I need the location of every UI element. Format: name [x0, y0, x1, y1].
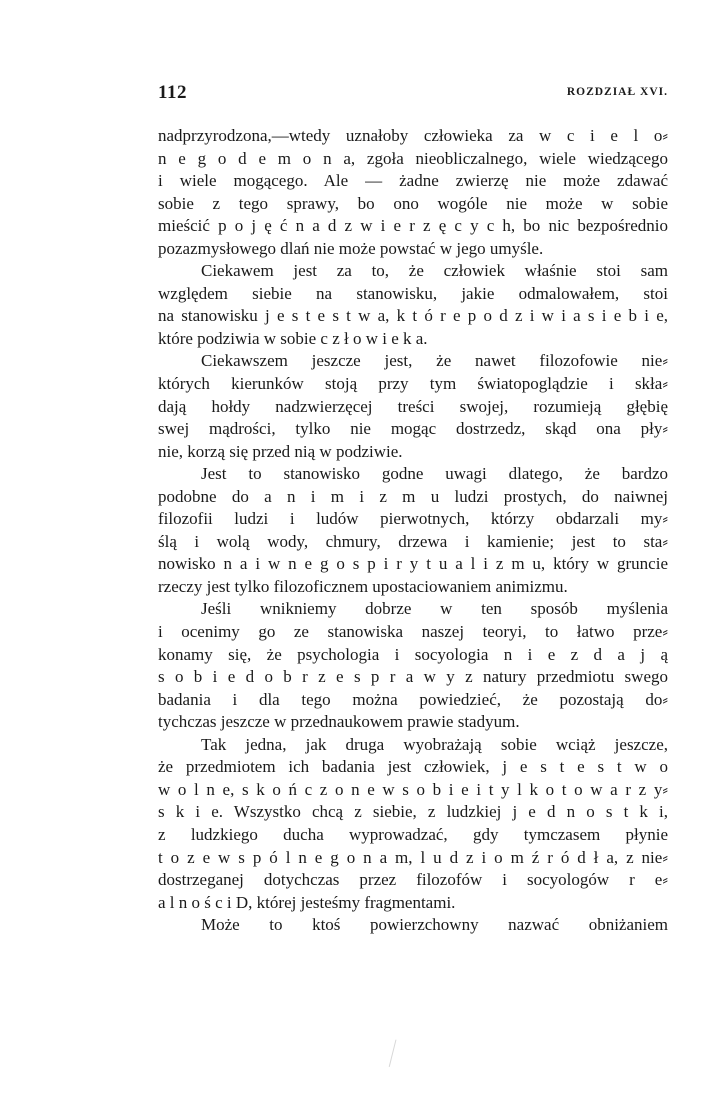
chapter-title: ROZDZIAŁ XVI. [566, 86, 668, 98]
text-line: pozazmysłowego dlań nie może powstać w jego umyśle. [158, 238, 544, 258]
scan-artifact [389, 1040, 403, 1069]
text-line: i ocenimy go ze stanowiska naszej teoryi, to łatwo prze⸗ [158, 622, 668, 642]
text-line: nie, korzą się przed nią w podziwie. [158, 441, 403, 461]
paragraph-start-line: Jest to stanowisko godne uwagi dlatego, że bardzo [201, 464, 668, 484]
running-head [158, 82, 668, 106]
text-line: swej mądrości, tylko nie mogąc dostrzedz, skąd ona pły⸗ [158, 419, 668, 439]
body-text [158, 125, 668, 937]
page-number: 112 [158, 82, 187, 103]
text-line: tychczas jeszcze w przednaukowem prawie stadyum. [158, 712, 520, 732]
text-line: dają hołdy nadzwierzęcej treści swojej, rozumieją głębię [158, 396, 668, 416]
text-line: nadprzyrodzona,—wtedy uznałoby człowieka za w c i e l o⸗ [158, 126, 668, 145]
text-line: które podziwia w sobie c z ł o w i e k a. [158, 328, 428, 348]
text-line: na stanowisku j e s t e s t w a, k t ó r e p o d z i w i a s i e b i e, [158, 306, 668, 326]
text-line: w o l n e, s k o ń c z o n e w s o b i e i t y l k o t o w a r z y⸗ [158, 779, 668, 799]
paragraph-start-line: Ciekawem jest za to, że człowiek właśnie stoi sam [201, 261, 668, 281]
text-line: ślą i wolą wody, chmury, drzewa i kamienie; jest to sta⸗ [158, 531, 668, 551]
paragraph-start-line: Może to ktoś powierzchowny nazwać obniżaniem [201, 915, 668, 935]
text-line: względem siebie na stanowisku, jakie odmalowałem, stoi [158, 283, 668, 303]
text-line: s o b i e d o b r z e s p r a w y z natury przedmiotu swego [158, 667, 668, 687]
text-line: konamy się, że psychologia i socyologia n i e z d a j ą [158, 644, 668, 664]
paragraph-start-line: Ciekawszem jeszcze jest, że nawet filozofowie nie⸗ [201, 351, 668, 371]
text-line: których kierunków stoją przy tym światopoglądzie i skła⸗ [158, 374, 668, 394]
text-line: dostrzeganej dotychczas przez filozofów i socyologów r e⸗ [158, 870, 668, 890]
paragraph-start-line: Jeśli wnikniemy dobrze w ten sposób myślenia [201, 599, 668, 619]
text-line: z ludzkiego ducha wyprowadzać, gdy tymczasem płynie [158, 824, 668, 844]
text-line: filozofii ludzi i ludów pierwotnych, którzy obdarzali my⸗ [158, 509, 668, 529]
text-line: nowisko n a i w n e g o s p i r y t u a l i z m u, który w gruncie [158, 554, 668, 574]
text-line: podobne do a n i m i z m u ludzi prostych, do naiwnej [158, 486, 668, 506]
text-line: że przedmiotem ich badania jest człowiek, j e s t e s t w o [158, 757, 668, 777]
text-line: n e g o d e m o n a, zgoła nieobliczalnego, wiele wiedzącego [158, 148, 668, 168]
paragraph-start-line: Tak jedna, jak druga wyobrażają sobie wciąż jeszcze, [201, 734, 668, 754]
text-line: sobie z tego sprawy, bo ono wogóle nie może w sobie [158, 193, 668, 213]
text-line: badania i dla tego można powiedzieć, że pozostają do⸗ [158, 689, 668, 709]
text-line: t o z e w s p ó l n e g o n a m, l u d z i o m ź r ó d ł a, z nie⸗ [158, 847, 668, 867]
text-line: s k i e. Wszystko chcą z siebie, z ludzkiej j e d n o s t k i, [158, 802, 668, 822]
text-line: rzeczy jest tylko filozoficznem upostaciowaniem animizmu. [158, 576, 568, 596]
text-line: a l n o ś c i D, której jesteśmy fragmentami. [158, 892, 456, 912]
text-line: mieścić p o j ę ć n a d z w i e r z ę c y c h, bo nic bezpośrednio [158, 216, 668, 236]
text-line: i wiele mogącego. Ale — żadne zwierzę nie może zdawać [158, 171, 668, 191]
